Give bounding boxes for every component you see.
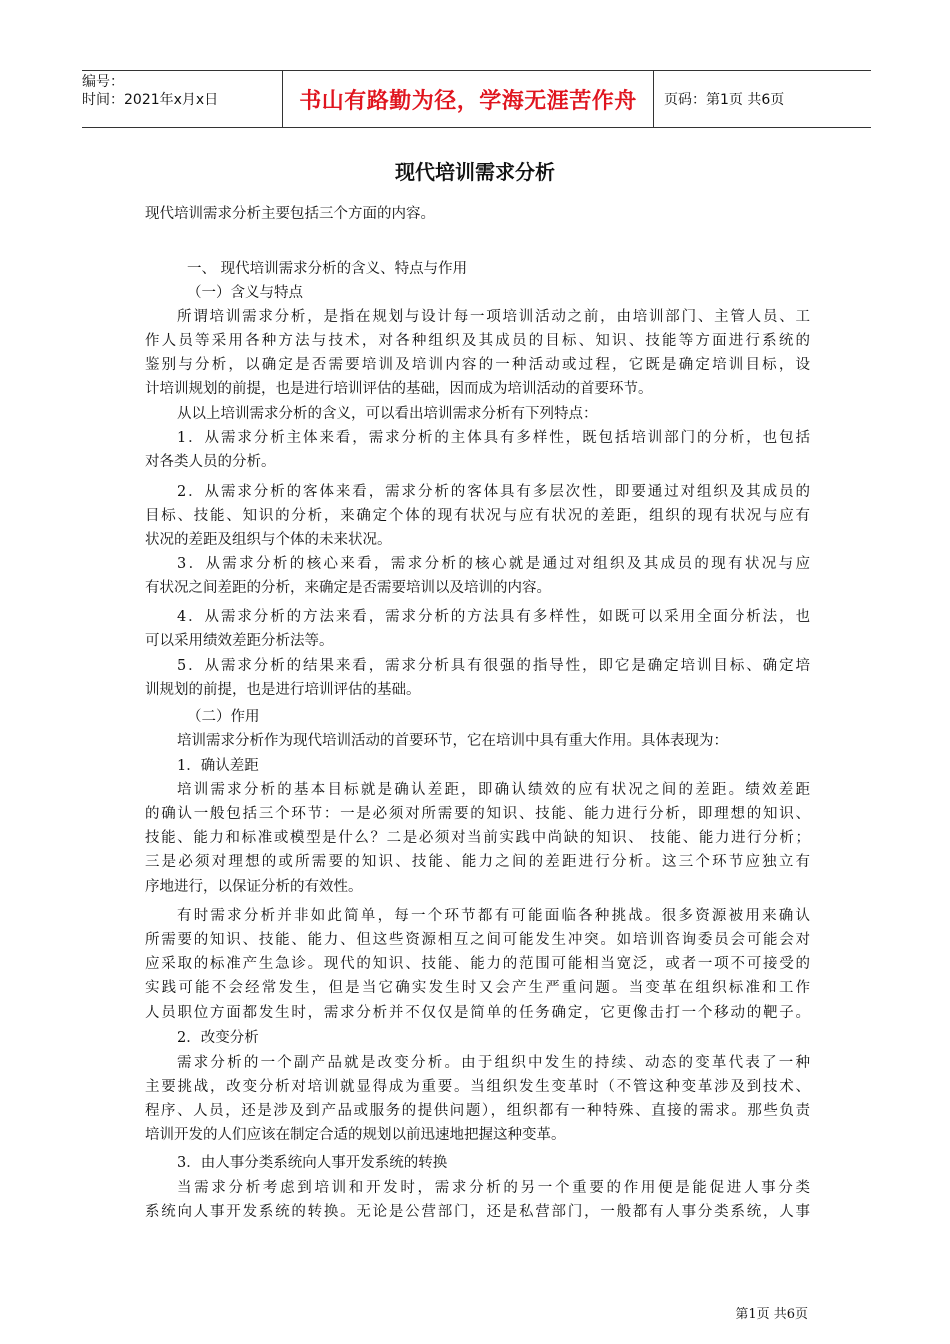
page-header [82, 70, 871, 128]
header-motto: 书山有路勤为径，学海无涯苦作舟 [282, 71, 654, 127]
body-line: 从以上培训需求分析的含义，可以看出培训需求分析有下列特点： [177, 406, 598, 422]
body-line: （二）作用 [187, 709, 260, 725]
header-page-label: 页码：第1页 共6页 [664, 92, 785, 108]
body-line: 技能、能力和标准或模型是什么？二是必须对当前实践中尚缺的知识、 技能、能力进行分析； [145, 830, 810, 846]
body-line: 培训开发的人们应该在制定合适的规划以前迅速地把握这种变革。 [145, 1127, 566, 1143]
body-line: 应采取的标准产生急诊。现代的知识、技能、能力的范围可能相当宽泛，或者一项不可接受的 [145, 956, 810, 972]
body-line: 系统向人事开发系统的转换。无论是公营部门，还是私营部门，一般都有人事分类系统，人事 [145, 1204, 810, 1220]
body-line: 训规划的前提，也是进行培训评估的基础。 [145, 682, 421, 698]
body-line: （一）含义与特点 [187, 285, 303, 301]
body-line: 2．改变分析 [177, 1030, 259, 1046]
body-line: 1．从需求分析主体来看，需求分析的主体具有多样性，既包括培训部门的分析，也包括 [177, 430, 810, 446]
body-line: 4．从需求分析的方法来看，需求分析的方法具有多样性，如既可以采用全面分析法，也 [177, 609, 810, 625]
body-line: 培训需求分析作为现代培训活动的首要环节，它在培训中具有重大作用。具体表现为： [177, 733, 728, 749]
body-line: 培训需求分析的基本目标就是确认差距，即确认绩效的应有状况之间的差距。绩效差距 [177, 782, 810, 798]
body-line: 目标、技能、知识的分析，来确定个体的现有状况与应有状况的差距，组织的现有状况与应有 [145, 508, 810, 524]
body-line: 有状况之间差距的分析，来确定是否需要培训以及培训的内容。 [145, 580, 551, 596]
body-line: 2．从需求分析的客体来看，需求分析的客体具有多层次性，即要通过对组织及其成员的 [177, 484, 810, 500]
body-line: 当需求分析考虑到培训和开发时，需求分析的另一个重要的作用便是能促进人事分类 [177, 1180, 810, 1196]
body-line: 有时需求分析并非如此简单，每一个环节都有可能面临各种挑战。很多资源被用来确认 [177, 908, 810, 924]
body-line: 3．由人事分类系统向人事开发系统的转换 [177, 1155, 448, 1171]
body-line: 计培训规划的前提，也是进行培训评估的基础，因而成为培训活动的首要环节。 [145, 381, 653, 397]
page-footer: 第1页 共6页 [735, 1307, 808, 1322]
body-line: 3．从需求分析的核心来看，需求分析的核心就是通过对组织及其成员的现有状况与应 [177, 556, 810, 572]
body-line: 人员职位方面都发生时，需求分析并不仅仅是简单的任务确定，它更像击打一个移动的靶子。 [145, 1005, 810, 1021]
body-line: 三是必须对理想的或所需要的知识、技能、能力之间的差距进行分析。这三个环节应独立有 [145, 854, 810, 870]
body-line: 对各类人员的分析。 [145, 454, 276, 470]
body-line: 需求分析的一个副产品就是改变分析。由于组织中发生的持续、动态的变革代表了一种 [177, 1055, 810, 1071]
body-line: 实践可能不会经常发生，但是当它确实发生时又会产生严重问题。当变革在组织标准和工作 [145, 980, 810, 996]
document-number-label: 编号： [82, 74, 124, 90]
body-line: 的确认一般包括三个环节：一是必须对所需要的知识、技能、能力进行分析，即理想的知识、 [145, 806, 810, 822]
body-line: 一、 现代培训需求分析的含义、特点与作用 [187, 261, 468, 277]
body-line: 所需要的知识、技能、能力、但这些资源相互之间可能发生冲突。如培训咨询委员会可能会对 [145, 932, 810, 948]
body-line: 鉴别与分析，以确定是否需要培训及培训内容的一种活动或过程，它既是确定培训目标，设 [145, 357, 810, 373]
body-line: 所谓培训需求分析，是指在规划与设计每一项培训活动之前，由培训部门、主管人员、工 [177, 309, 810, 325]
header-meta [82, 71, 282, 127]
body-line: 1．确认差距 [177, 758, 259, 774]
body-line: 可以采用绩效差距分析法等。 [145, 633, 334, 649]
document-title: 现代培训需求分析 [395, 160, 555, 184]
body-line: 状况的差距及组织与个体的未来状况。 [145, 532, 392, 548]
body-line: 程序、人员，还是涉及到产品或服务的提供问题），组织都有一种特殊、直接的需求。那些负责 [145, 1103, 810, 1119]
body-line: 5．从需求分析的结果来看，需求分析具有很强的指导性，即它是确定培训目标、确定培 [177, 658, 810, 674]
body-line: 现代培训需求分析主要包括三个方面的内容。 [145, 206, 435, 222]
document-date-label: 时间：2021年x月x日 [82, 92, 219, 108]
body-line: 序地进行，以保证分析的有效性。 [145, 879, 363, 895]
body-line: 作人员等采用各种方法与技术，对各种组织及其成员的目标、知识、技能等方面进行系统的 [145, 333, 810, 349]
body-line: 主要挑战，改变分析对培训就显得成为重要。当组织发生变革时（不管这种变革涉及到技术、 [145, 1079, 810, 1095]
